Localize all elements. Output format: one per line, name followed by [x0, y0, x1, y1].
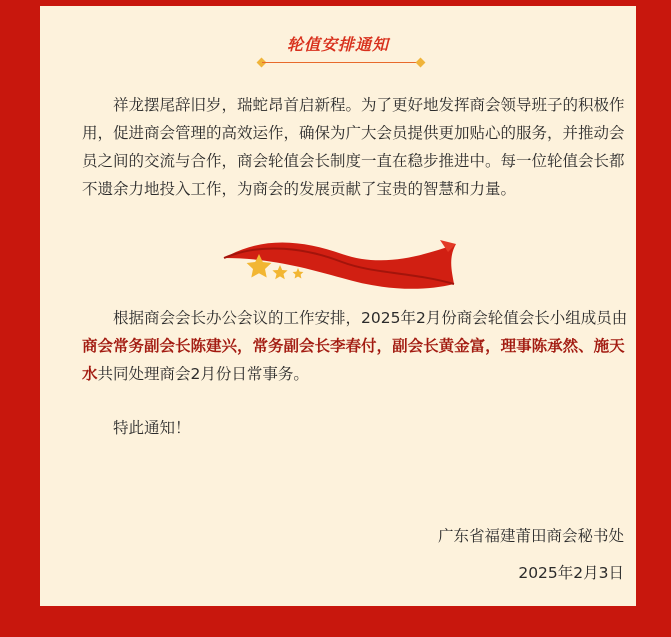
member-chen-jianxing: 商会常务副会长陈建兴	[82, 337, 238, 355]
signature-date: 2025年2月3日	[518, 564, 624, 582]
diamond-right-icon	[416, 58, 426, 68]
member-directors: 理事陈承然、施天水	[82, 337, 625, 383]
arrangement-lead: 根据商会会长办公会议的工作安排，2025年2月份商会轮值会长小组成员由	[113, 309, 628, 327]
member-huang-jinfu: 副会长黄金富	[392, 337, 486, 355]
arrangement-tail: 共同处理商会2月份日常事务。	[97, 365, 309, 383]
closing-line: 特此通知！	[113, 419, 191, 437]
signature-org: 广东省福建莆田商会秘书处	[437, 527, 624, 545]
member-li-chunfu: 常务副会长李春付	[252, 337, 377, 355]
star-icon	[272, 265, 287, 279]
arrangement-paragraph: 根据商会会长办公会议的工作安排，2025年2月份商会轮值会长小组成员由商会常务副会长陈建兴，常务副会长李春付，副会长黄金富，理事陈承然、施天水共同处理商会2月份日常事务。	[82, 309, 628, 383]
star-icon	[293, 268, 304, 279]
red-ribbon-icon	[222, 236, 458, 292]
page-title: 轮值安排通知	[286, 35, 389, 54]
notice-card	[40, 6, 636, 606]
title-divider	[262, 62, 420, 63]
intro-paragraph: 祥龙摆尾辞旧岁，瑞蛇昂首启新程。为了更好地发挥商会领导班子的积极作用，促进商会管理的高效运作，确保为广大会员提供更加贴心的服务，并推动会员之间的交流与合作，商会轮值会长制度一直在稳步推进中。每一位轮值会长都不遗余力地投入工作，为商会的发展贡献了宝贵的智慧和力量。	[82, 96, 625, 198]
